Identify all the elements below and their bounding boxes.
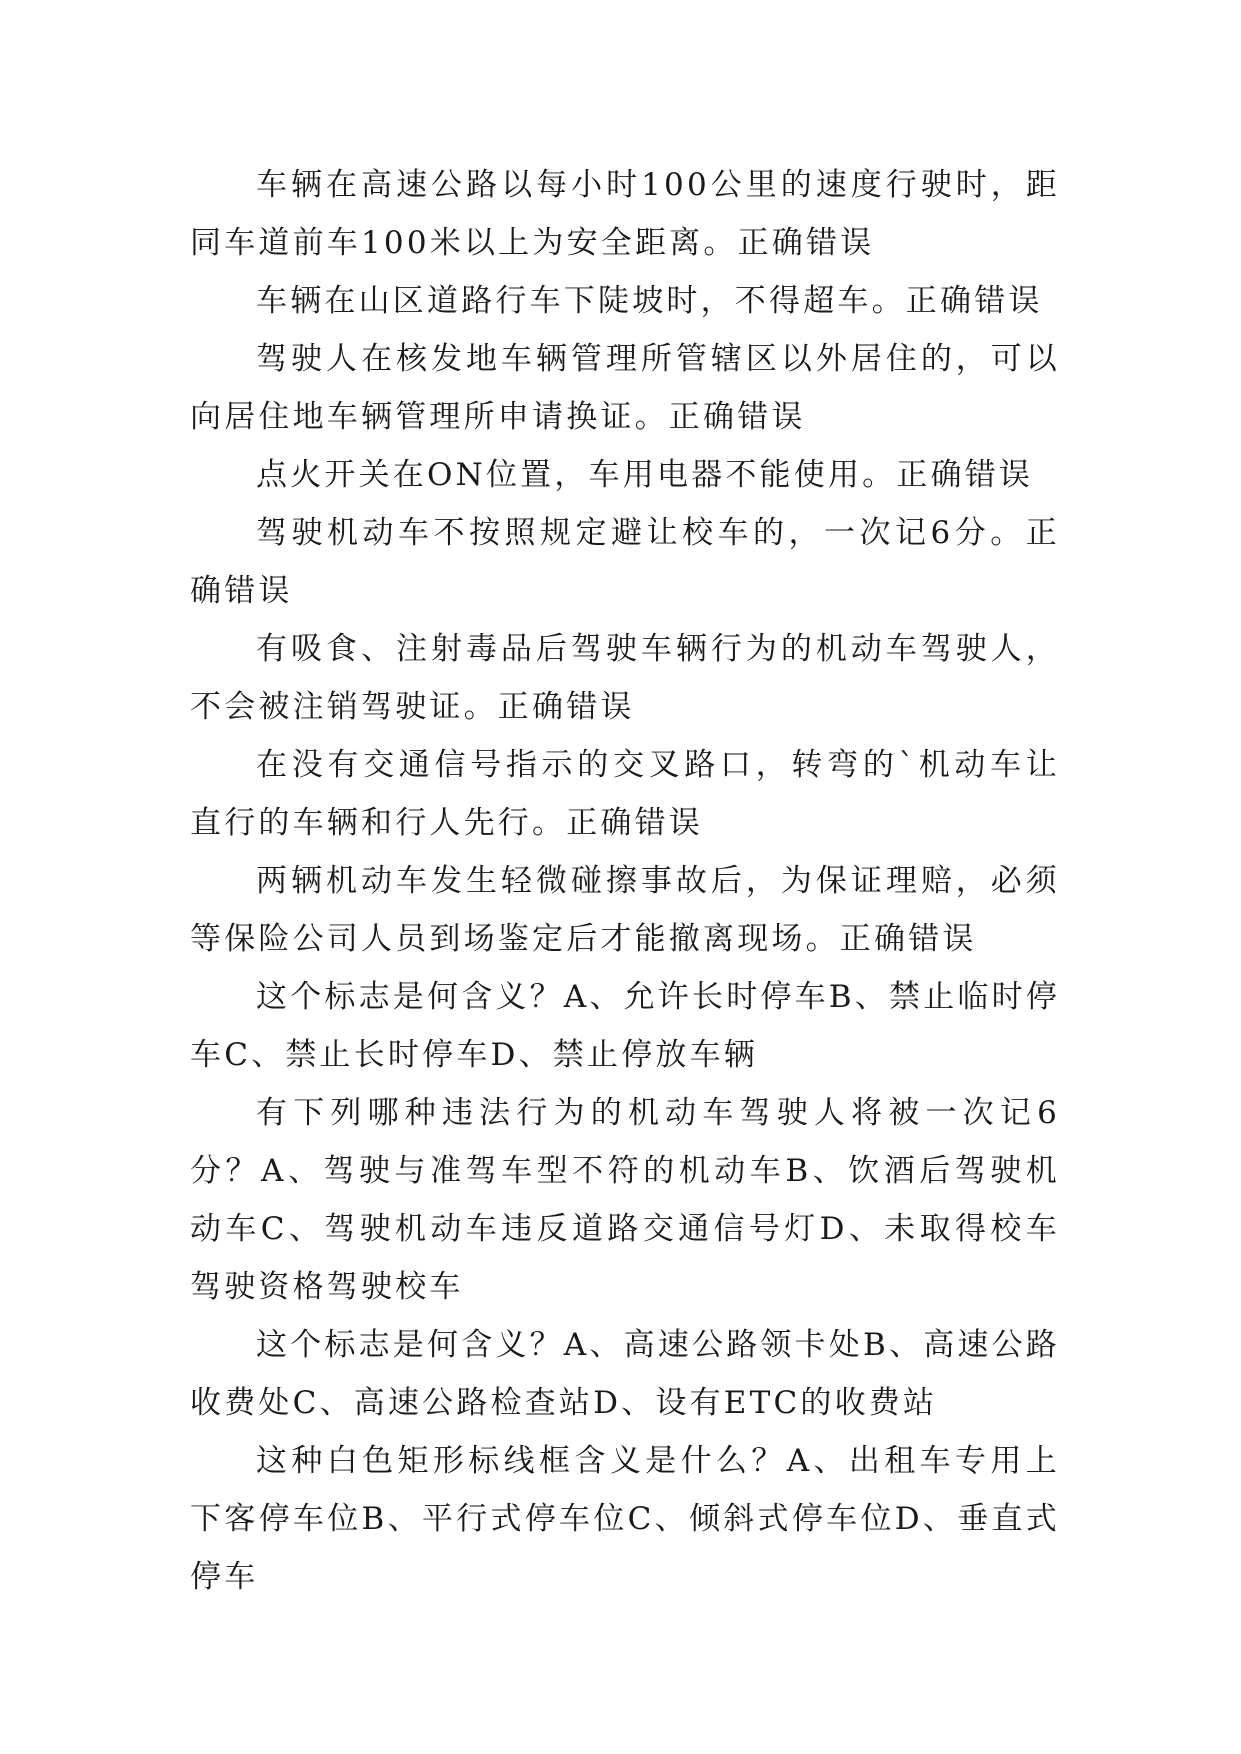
paragraph: 这个标志是何含义？A、高速公路领卡处B、高速公路收费处C、高速公路检查站D、设有ETC的收费站 — [190, 1327, 1060, 1421]
paragraph: 两辆机动车发生轻微碰擦事故后，为保证理赔，必须等保险公司人员到场鉴定后才能撤离现场。正确错误 — [190, 863, 1060, 957]
paragraph: 点火开关在ON位置，车用电器不能使用。正确错误 — [256, 457, 1034, 493]
paragraph: 有下列哪种违法行为的机动车驾驶人将被一次记6分？A、驾驶与准驾车型不符的机动车B、饮酒后驾驶机动车C、驾驶机动车违反道路交通信号灯D、未取得校车驾驶资格驾驶校车 — [190, 1095, 1060, 1305]
paragraph: 车辆在高速公路以每小时100公里的速度行驶时，距同车道前车100米以上为安全距离。正确错误 — [190, 167, 1060, 261]
paragraph: 有吸食、注射毒品后驾驶车辆行为的机动车驾驶人，不会被注销驾驶证。正确错误 — [190, 631, 1060, 725]
paragraph: 在没有交通信号指示的交叉路口，转弯的`机动车让直行的车辆和行人先行。正确错误 — [190, 747, 1060, 841]
paragraph: 这个标志是何含义？A、允许长时停车B、禁止临时停车C、禁止长时停车D、禁止停放车辆 — [190, 979, 1060, 1073]
paragraph: 驾驶机动车不按照规定避让校车的，一次记6分。正确错误 — [190, 515, 1060, 609]
paragraph: 车辆在山区道路行车下陡坡时，不得超车。正确错误 — [256, 283, 1043, 319]
paragraph: 这种白色矩形标线框含义是什么？A、出租车专用上下客停车位B、平行式停车位C、倾斜式停车位D、垂直式停车 — [190, 1443, 1060, 1595]
paragraph: 驾驶人在核发地车辆管理所管辖区以外居住的，可以向居住地车辆管理所申请换证。正确错误 — [190, 341, 1060, 435]
document-body — [190, 156, 1060, 1606]
